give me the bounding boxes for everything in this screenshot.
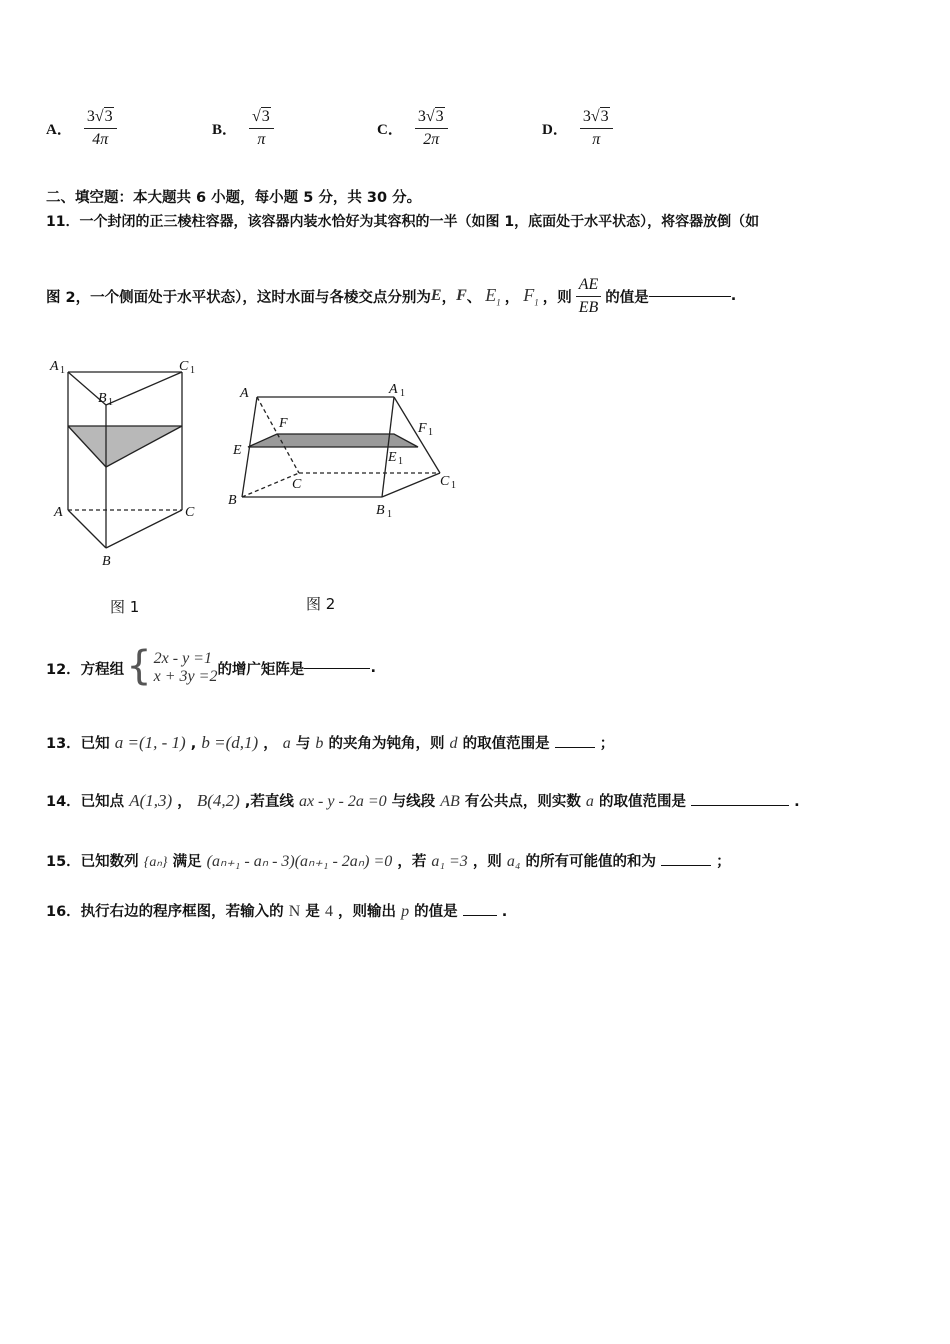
label-c1: C bbox=[440, 474, 450, 489]
question-16: 16．执行右边的程序框图，若输入的 N 是 4 ，则输出 p 的值是 . bbox=[46, 903, 508, 920]
option-label: A． bbox=[46, 121, 72, 138]
svg-text:1: 1 bbox=[190, 365, 195, 376]
svg-text:1: 1 bbox=[451, 480, 456, 491]
option-a bbox=[46, 100, 117, 156]
label-b: B bbox=[228, 493, 237, 508]
answer-blank bbox=[304, 668, 370, 669]
svg-text:1: 1 bbox=[428, 427, 433, 438]
answer-blank bbox=[463, 915, 497, 916]
equation-system: 2x - y =1 x + 3y =2 bbox=[153, 650, 218, 685]
svg-text:1: 1 bbox=[387, 509, 392, 520]
option-b bbox=[212, 100, 274, 156]
answer-blank bbox=[649, 296, 731, 297]
figure-2-prism bbox=[222, 375, 467, 525]
label-b1: B bbox=[376, 503, 385, 518]
water-surface bbox=[68, 426, 182, 467]
brace-icon: { bbox=[126, 643, 152, 689]
label-b1: B bbox=[98, 391, 107, 406]
question-13: 13．已知 a =(1, - 1) , b =(d,1) ， a 与 b 的夹角为钝角，则 d 的取值范围是 ； bbox=[46, 733, 615, 752]
svg-text:1: 1 bbox=[398, 456, 403, 467]
label-a1: A bbox=[50, 359, 59, 374]
svg-text:1: 1 bbox=[400, 388, 405, 399]
ratio-fraction: $\frac{AE}{EB}$ bbox=[576, 276, 602, 317]
label-c: C bbox=[292, 477, 302, 492]
label-c1: C bbox=[179, 359, 189, 374]
label-e1: E bbox=[388, 450, 397, 465]
option-fraction: $\frac{3√3}{4\pi}$ bbox=[84, 108, 117, 149]
figure-2-caption: 图 2 bbox=[306, 595, 336, 613]
question-15: 15．已知数列 {aₙ} 满足 (aₙ₊₁ - aₙ - 3)(aₙ₊₁ - 2aₙ) =0 ，若 a₁ =3 ，则 a₄ 的所有可能值的和为 ； bbox=[46, 853, 731, 870]
option-fraction: $\frac{√3}{\pi}$ bbox=[249, 108, 274, 149]
option-c bbox=[377, 100, 448, 156]
figure-1-prism bbox=[40, 350, 210, 575]
label-f: F bbox=[279, 416, 288, 431]
label-f1: F bbox=[418, 421, 427, 436]
label-e: E bbox=[233, 443, 242, 458]
label-a: A bbox=[240, 386, 249, 401]
svg-text:1: 1 bbox=[60, 365, 65, 376]
option-d bbox=[542, 100, 613, 156]
question-11-line2: 图 2，一个侧面处于水平状态），这时水面与各棱交点分别为 E ， F 、 $E_1$ ， $F_1$ ，则 $\frac{AE}{EB}$ 的值是 . bbox=[46, 275, 737, 316]
option-label: D． bbox=[542, 121, 568, 138]
label-a1: A bbox=[389, 382, 398, 397]
option-fraction: $\frac{3√3}{2\pi}$ bbox=[415, 108, 448, 149]
option-label: C． bbox=[377, 121, 403, 138]
option-label: B． bbox=[212, 121, 238, 138]
answer-blank bbox=[691, 805, 789, 806]
label-a: A bbox=[54, 505, 63, 520]
svg-text:1: 1 bbox=[108, 397, 113, 408]
question-11-line1: 11．一个封闭的正三棱柱容器，该容器内装水恰好为其容积的一半（如图 1，底面处于水平状态），将容器放倒（如 bbox=[46, 214, 760, 230]
answer-blank bbox=[661, 865, 711, 866]
answer-blank bbox=[555, 747, 595, 748]
option-fraction: $\frac{3√3}{\pi}$ bbox=[580, 108, 613, 149]
question-14: 14．已知点 A(1,3) ， B(4,2) ,若直线 ax - y - 2a =0 与线段 AB 有公共点，则实数 a 的取值范围是 . bbox=[46, 791, 800, 810]
section-heading: 二、填空题：本大题共 6 小题，每小题 5 分，共 30 分。 bbox=[46, 190, 422, 206]
water-surface bbox=[248, 434, 418, 447]
label-c: C bbox=[185, 505, 195, 520]
label-b: B bbox=[102, 554, 111, 569]
figure-1-caption: 图 1 bbox=[110, 598, 140, 616]
question-12: 12．方程组 { 2x - y =1 x + 3y =2 的增广矩阵是 . bbox=[46, 643, 376, 689]
